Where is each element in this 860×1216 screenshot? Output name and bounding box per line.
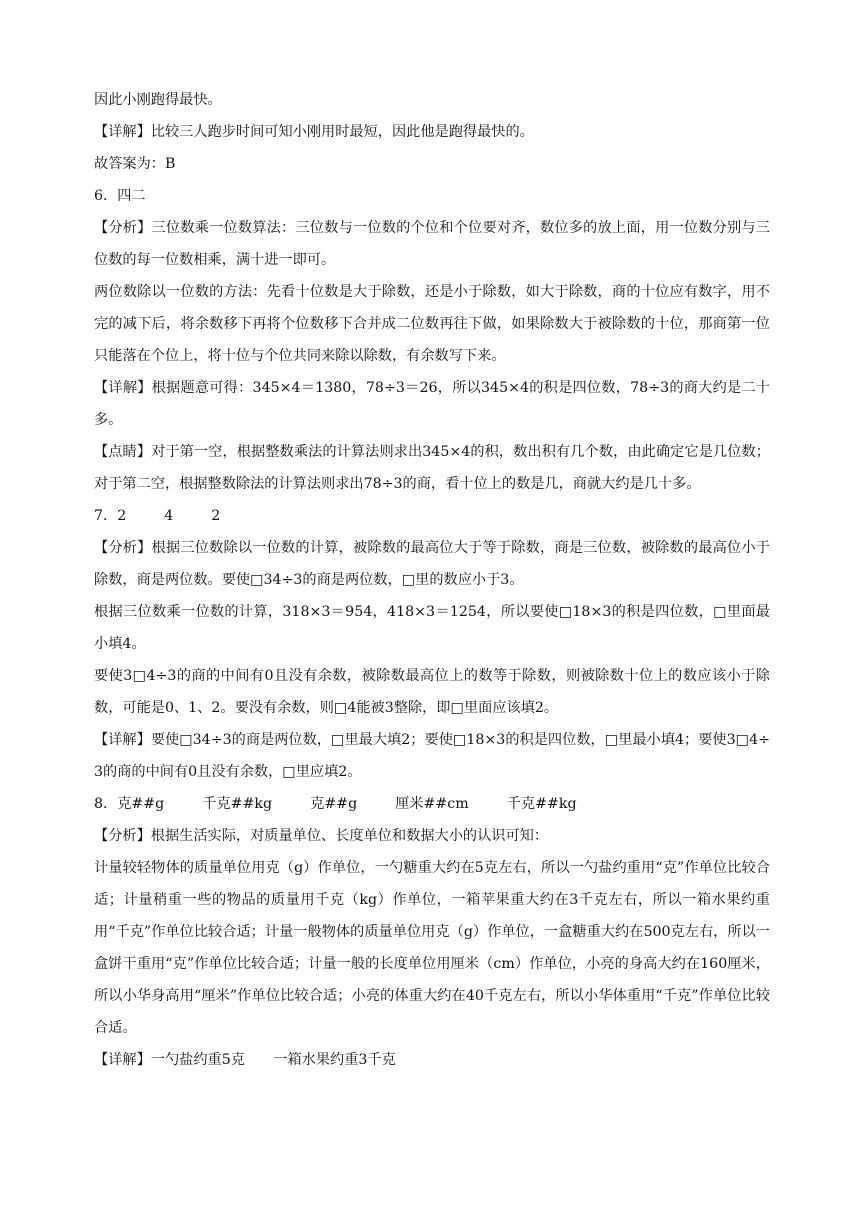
analysis-paragraph: 【分析】根据三位数除以一位数的计算，被除数的最高位大于等于除数，商是三位数，被除数的最高位小于除数，商是两位数。要使□34÷3的商是两位数，□里的数应小于3。 [94,540,770,588]
q8-answer-1: 8．克##g [94,796,165,812]
analysis-paragraph: 要使3□4÷3的商的中间有0且没有余数，被除数最高位上的数等于除数，则被除数十位上的数应该小于除数，可能是0、1、2。要没有余数，则□4能被3整除，即□里面应该填2。 [94,668,770,716]
text-line: 【详解】比较三人跑步时间可知小刚用时最短，因此他是跑得最快的。 [94,124,534,140]
detail-paragraph: 【详解】要使□34÷3的商是两位数，□里最大填2；要使□18×3的积是四位数，□里最小填4；要使3□4÷3的商的中间有0且没有余数，□里应填2。 [94,732,770,780]
q7-answer-3: 2 [211,508,221,524]
q8-answer-4: 厘米##cm [395,796,469,812]
question-number-line [94,500,770,532]
detail-paragraph: 【详解】一勺盐约重5克 一箱水果约重3千克 [94,1052,396,1068]
q8-answer-3: 克##g [310,796,358,812]
text-line: 因此小刚跑得最快。 [94,92,222,108]
question-number-line: 6．四二 [94,188,146,204]
question-number-line [94,788,770,820]
analysis-paragraph: 【分析】根据生活实际，对质量单位、长度单位和数据大小的认识可知： [94,828,549,844]
q7-answer-1: 7．2 [94,508,127,524]
analysis-paragraph: 两位数除以一位数的方法：先看十位数是大于除数，还是小于除数，如大于除数，商的十位应有数字，用不完的减下后，将余数移下再将个位数移下合并成二位数再往下做，如果除数大于被除数的十位，那商第一位只能落在个位上，将十位与个位共同来除以除数，有余数写下来。 [94,284,770,364]
analysis-paragraph: 计量较轻物体的质量单位用克（g）作单位，一勺糖重大约在5克左右，所以一勺盐约重用“克”作单位比较合适；计量稍重一些的物品的质量用千克（kg）作单位，一箱苹果重大约在3千克左右，所以一箱水果约重用“千克”作单位比较合适；计量一般物体的质量单位用克（g）作单位，一盒糖重大约在500克左右，所以一盒饼干重用“克”作单位比较合适；计量一般的长度单位用厘米（cm）作单位，小亮的身高大约在160厘米，所以小华身高用“厘米”作单位比较合适；小亮的体重大约在40千克左右，所以小华体重用“千克”作单位比较合适。 [94,860,770,1036]
remark-paragraph: 【点睛】对于第一空，根据整数乘法的计算法则求出345×4的积，数出积有几个数，由此确定它是几位数；对于第二空，根据整数除法的计算法则求出78÷3的商，看十位上的数是几，商就大约是几十多。 [94,444,770,492]
detail-paragraph: 【详解】根据题意可得：345×4＝1380，78÷3＝26，所以345×4的积是四位数，78÷3的商大约是二十多。 [94,380,770,428]
text-line: 故答案为：B [94,156,176,172]
q7-answer-2: 4 [164,508,174,524]
analysis-paragraph: 根据三位数乘一位数的计算，318×3＝954，418×3＝1254，所以要使□18×3的积是四位数，□里面最小填4。 [94,604,770,652]
analysis-paragraph: 【分析】三位数乘一位数算法：三位数与一位数的个位和个位要对齐，数位多的放上面，用一位数分别与三位数的每一位数相乘，满十进一即可。 [94,220,770,268]
q8-answer-2: 千克##kg [202,796,273,812]
document-page [94,84,770,1076]
q8-answer-5: 千克##kg [506,796,577,812]
